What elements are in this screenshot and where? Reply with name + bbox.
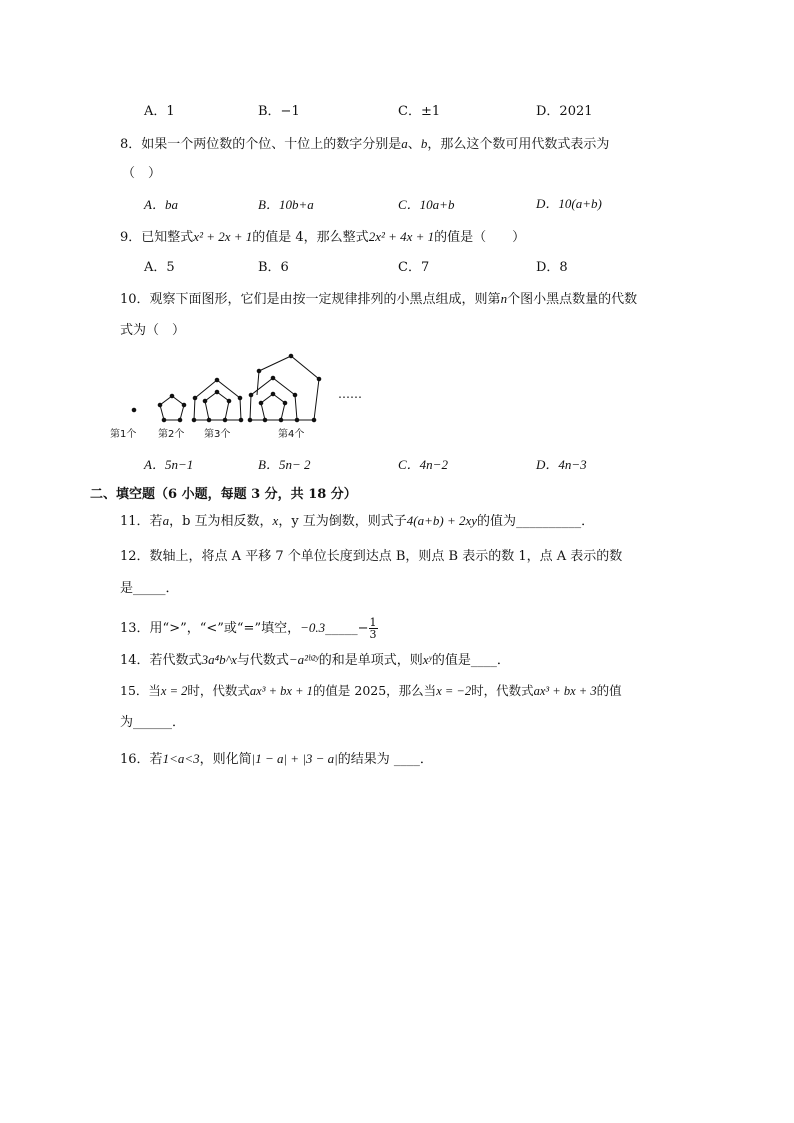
q11-text-a: 若: [149, 514, 163, 529]
q15-end: ．: [172, 715, 186, 730]
q16-text-c: 的结果为: [337, 752, 390, 767]
q16-cond: 1<a<3: [162, 751, 200, 766]
q7-option-b: B．−1: [258, 104, 300, 119]
q15-text-a: 当: [148, 683, 161, 698]
dot-pattern-figure: [110, 348, 370, 448]
fig3-dots: [192, 378, 243, 422]
q8-var-b: b: [420, 136, 428, 151]
q15-answer-blank[interactable]: ______: [133, 715, 173, 730]
fig-label-4: 第4个: [278, 429, 305, 440]
q10-stem: [120, 291, 637, 308]
q14-text-b: 与代数式: [236, 653, 289, 668]
q10-line2: 式为（ ）: [120, 323, 186, 338]
q12-line2: [120, 581, 179, 597]
fig4-dots: [248, 354, 321, 422]
fig-label-1: 第1个: [110, 429, 137, 440]
q10-number: 10．: [120, 292, 150, 307]
q8-option-b: B．10b+a: [258, 197, 314, 212]
q16-stem: [120, 751, 433, 768]
q8-paren: （ ）: [122, 166, 162, 181]
q11-answer-blank[interactable]: __________: [516, 514, 582, 529]
q14-text-a: 若代数式: [149, 653, 202, 668]
q13-minus: −: [357, 621, 369, 636]
q12-line2-text: 是: [120, 581, 134, 596]
q16-text-a: 若: [149, 752, 163, 767]
q14-expr1: 3a⁴b^x: [201, 652, 237, 667]
q13-left-value: −0.3: [300, 620, 326, 635]
q9-expr2: 2x² + 4x + 1: [368, 229, 435, 244]
q15-stem: [120, 683, 622, 699]
q8-text-after: ，那么这个数可用代数式表示为: [427, 137, 610, 152]
q11-end: ．: [581, 514, 595, 529]
q9-option-c: C．7: [398, 260, 430, 275]
q9-stem: [120, 229, 525, 246]
q8-stem: [120, 136, 609, 153]
q12-text: 数轴上，将点 A 平移 7 个单位长度到达点 B，则点 B 表示的数 1，点 A 表示的数: [149, 549, 623, 564]
q14-expr3: xʸ: [422, 652, 432, 667]
q13-fraction: [369, 617, 378, 640]
section-fill-in-title: 二、填空题（6 小题，每题 3 分，共 18 分）: [90, 487, 357, 502]
q16-expr: |1 − a| + |3 − a|: [251, 751, 338, 766]
q14-number: 14．: [120, 653, 150, 668]
q8-sep: 、: [407, 137, 421, 152]
q15-text-e: 的值: [596, 683, 622, 698]
q15-text-b: 时，代数式: [187, 683, 250, 698]
fig1-dot: [132, 408, 136, 412]
q13-text: 用“>”，“<”或“=”填空，: [149, 621, 301, 636]
q9-text-a: 已知整式: [141, 230, 194, 245]
q14-stem: [120, 652, 510, 669]
q9-option-b: B．6: [258, 260, 289, 275]
q8-text-before: 如果一个两位数的个位、十位上的数字分别是: [141, 137, 402, 152]
q11-text-b: ，b 互为相反数，: [169, 514, 273, 529]
q7-option-a: A．1: [144, 104, 175, 119]
q16-text-b: ，则化简: [199, 752, 252, 767]
q9-text-c: 的值是（ ）: [434, 230, 526, 245]
q8-option-c: C．10a+b: [398, 197, 455, 212]
q16-end: ．: [419, 752, 433, 767]
q15-text-d: 时，代数式: [471, 683, 534, 698]
q10-var-n: n: [500, 291, 508, 306]
fig-ellipsis: ……: [338, 387, 362, 401]
q12-answer-blank[interactable]: _____: [133, 581, 166, 596]
fig3-pentagons: [194, 380, 241, 420]
q11-stem: [120, 513, 594, 530]
q11-number: 11．: [120, 514, 150, 529]
q10-option-d: D．4n−3: [536, 457, 587, 472]
q10-text-b: 个图小黑点数量的代数: [507, 292, 638, 307]
q11-text-d: 的值为: [477, 514, 517, 529]
q15-text-c: 的值是 2025，那么当: [312, 683, 437, 698]
q10-option-a: A．5n−1: [144, 457, 194, 472]
q12-stem: [120, 549, 622, 565]
q14-expr2: −a²ᵇ²ʸ: [288, 652, 319, 667]
q15-expr2: ax³ + bx + 3: [533, 684, 597, 698]
q11-expr: 4(a+b) + 2xy: [406, 513, 478, 528]
q15-cond1: x = 2: [160, 684, 188, 698]
q9-text-b: 的值是 4，那么整式: [252, 230, 369, 245]
q14-end: ．: [496, 653, 510, 668]
q15-number: 15．: [120, 683, 149, 698]
q13-frac-den: 3: [369, 628, 377, 641]
q8-option-a: A．ba: [144, 197, 178, 212]
q10-text-a: 观察下面图形，它们是由按一定规律排列的小黑点组成，则第: [149, 292, 501, 307]
fig-label-2: 第2个: [158, 429, 185, 440]
q11-var-a: a: [162, 513, 170, 528]
q15-expr1: ax³ + bx + 1: [249, 684, 313, 698]
fig2-pentagon: [160, 396, 184, 420]
q9-number: 9．: [120, 230, 142, 245]
q12-number: 12．: [120, 549, 150, 564]
q9-option-a: A．5: [144, 260, 175, 275]
q9-option-d: D．8: [536, 260, 568, 275]
q13-answer-blank[interactable]: _____: [325, 621, 358, 636]
q14-text-c: 的和是单项式，则: [318, 653, 423, 668]
q13-number: 13．: [120, 621, 150, 636]
q14-text-d: 的值是: [431, 653, 471, 668]
q7-option-c: C．±1: [398, 104, 441, 119]
q13-stem: [120, 617, 378, 640]
q9-expr1: x² + 2x + 1: [193, 229, 253, 244]
q16-answer-blank[interactable]: ____: [393, 752, 420, 767]
q13-frac-num: 1: [369, 616, 377, 629]
q14-answer-blank[interactable]: ____: [470, 653, 497, 668]
fig-label-3: 第3个: [204, 429, 231, 440]
q10-option-b: B．5n− 2: [258, 457, 311, 472]
q12-end: ．: [165, 581, 179, 596]
q7-option-d: D．2021: [536, 104, 593, 119]
q15-line2: [120, 715, 185, 731]
q11-var-x: x: [272, 513, 279, 528]
q8-number: 8．: [120, 137, 142, 152]
fig4-pentagons: [250, 356, 319, 420]
q16-number: 16．: [120, 752, 150, 767]
q10-option-c: C．4n−2: [398, 457, 448, 472]
q11-text-c: ，y 互为倒数，则式子: [278, 514, 407, 529]
q15-line2-text: 为: [120, 715, 134, 730]
q15-cond2: x = −2: [436, 684, 472, 698]
q8-option-d: D．10(a+b): [536, 196, 602, 211]
q8-var-a: a: [401, 136, 408, 151]
fig2-dots: [158, 394, 186, 422]
